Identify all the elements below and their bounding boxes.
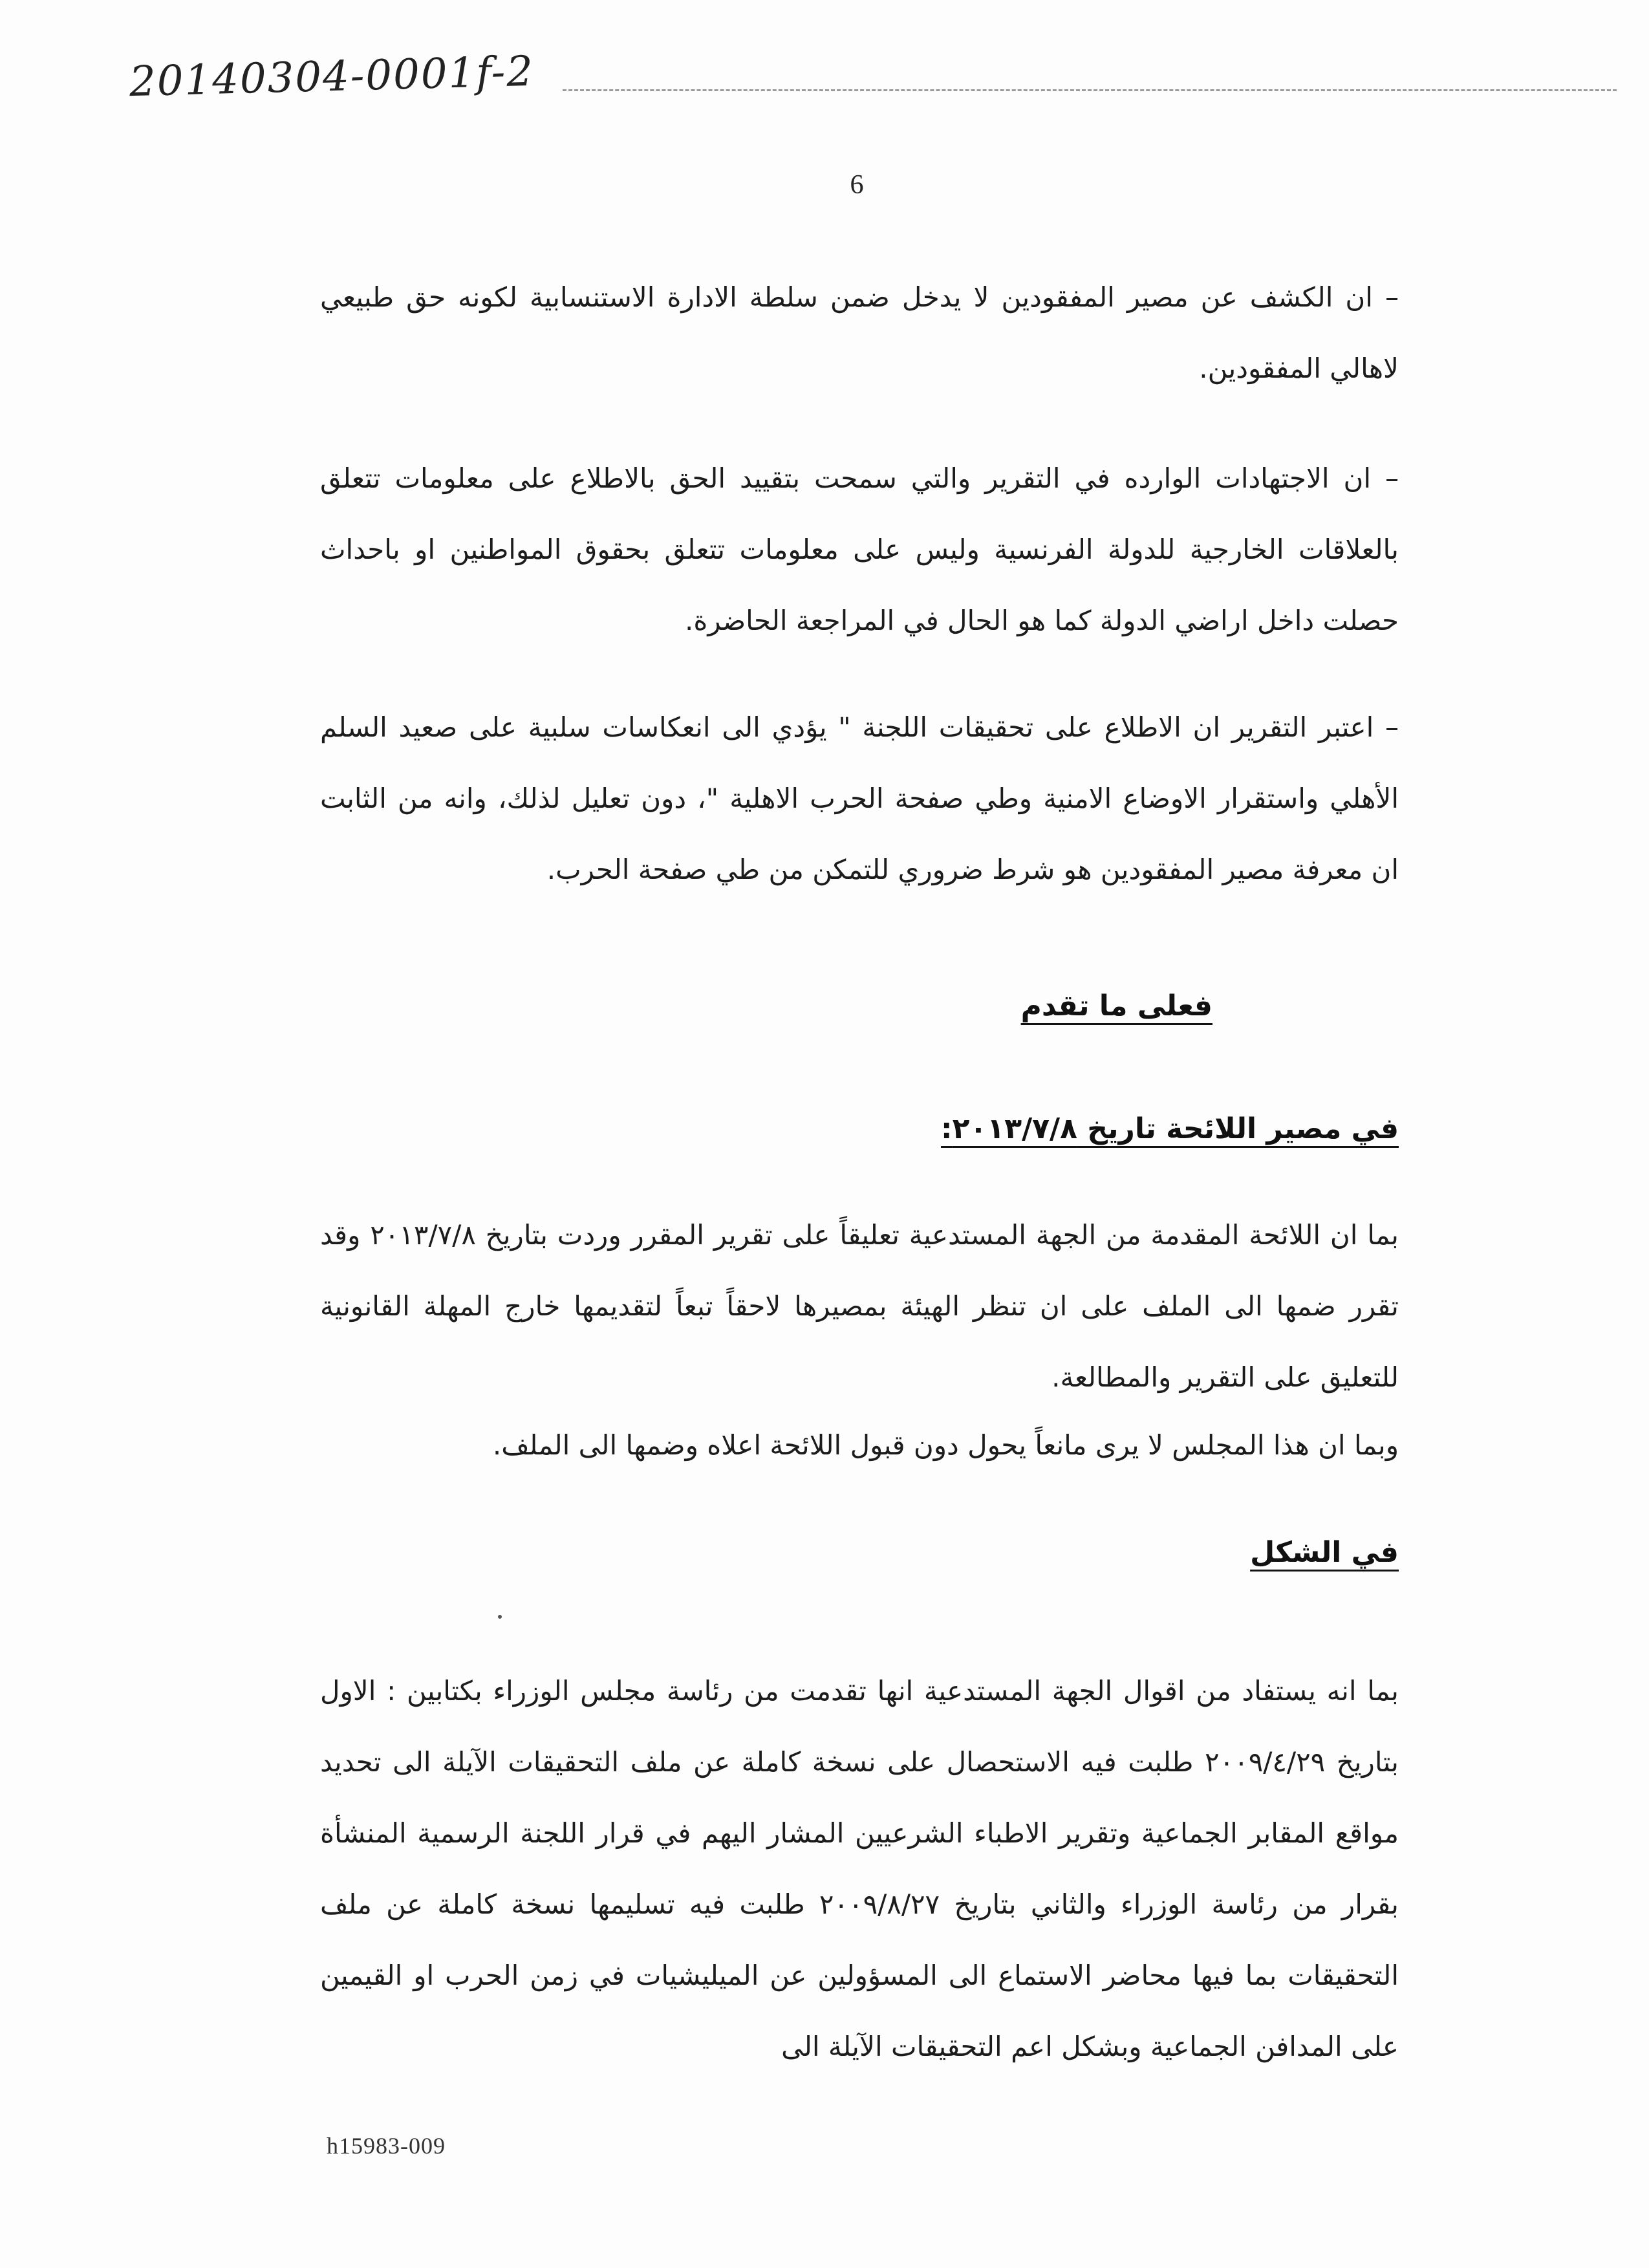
heading-accordingly: فعلى ما تقدم	[1020, 989, 1212, 1022]
paragraph-jurisprudence-french-state: – ان الاجتهادات الوارده في التقرير والتي سمحت بتقييد الحق بالاطلاع على معلومات تتعلق بالعلاقات الخارجية للدولة الفرنسية وليس على معلومات تتعلق بحقوق المواطنين او باحداث حصلت داخل اراضي الدولة كما هو الحال في المراجعة الحاضرة.	[320, 462, 1399, 636]
paragraph-applicant-letters: بما انه يستفاد من اقوال الجهة المستدعية انها تقدمت من رئاسة مجلس الوزراء بكتابين : الاول بتاريخ ٢٠٠٩/٤/٢٩ طلبت فيه الاستحصال على نسخة كاملة عن ملف التحقيقات الآيلة الى تحديد مواقع المقابر الجماعية وتقرير الاطباء الشرعيين المشار اليهم في قرار اللجنة الرسمية المنشأة بقرار من رئاسة الوزراء والثاني بتاريخ ٢٠٠٩/٨/٢٧ طلبت فيه تسليمها نسخة كاملة عن ملف التحقيقات بما فيها محاضر الاستماع الى المسؤولين عن الميليشيات في زمن الحرب او القيمين على المدافن الجماعية وبشكل اعم التحقيقات الآيلة الى	[320, 1675, 1399, 2062]
footer-reference: h15983-009	[327, 2133, 446, 2159]
paragraph-council-acceptance: وبما ان هذا المجلس لا يرى مانعاً يحول دون قبول اللائحة اعلاه وضمها الى الملف.	[492, 1429, 1399, 1461]
paragraph-missing-persons-discretion: – ان الكشف عن مصير المفقودين لا يدخل ضمن سلطة الادارة الاستنسابية لكونه حق طبيعي لاهالي المفقودين.	[320, 281, 1399, 384]
handwritten-reference: 20140304-0001f-2	[129, 47, 535, 107]
header-rule	[563, 89, 1617, 91]
scan-speck	[498, 1615, 502, 1619]
heading-fate-of-memorandum: في مصير اللائحة تاريخ ٢٠١٣/٧/٨:	[941, 1112, 1399, 1145]
page-number: 6	[850, 170, 864, 200]
heading-in-form: في الشكل	[1250, 1536, 1399, 1569]
paragraph-memorandum-submission: بما ان اللائحة المقدمة من الجهة المستدعية تعليقاً على تقرير المقرر وردت بتاريخ ٢٠١٣/٧/٨ وقد تقرر ضمها الى الملف على ان تنظر الهيئة بمصيرها لاحقاً تبعاً لتقديمها خارج المهلة القانونية للتعليق على التقرير والمطالعة.	[320, 1219, 1399, 1393]
paragraph-report-civil-peace: – اعتبر التقرير ان الاطلاع على تحقيقات اللجنة " يؤدي الى انعكاسات سلبية على صعيد السلم الأهلي واستقرار الاوضاع الامنية وطي صفحة الحرب الاهلية "، دون تعليل لذلك، وانه من الثابت ان معرفة مصير المفقودين هو شرط ضروري للتمكن من طي صفحة الحرب.	[320, 711, 1399, 885]
